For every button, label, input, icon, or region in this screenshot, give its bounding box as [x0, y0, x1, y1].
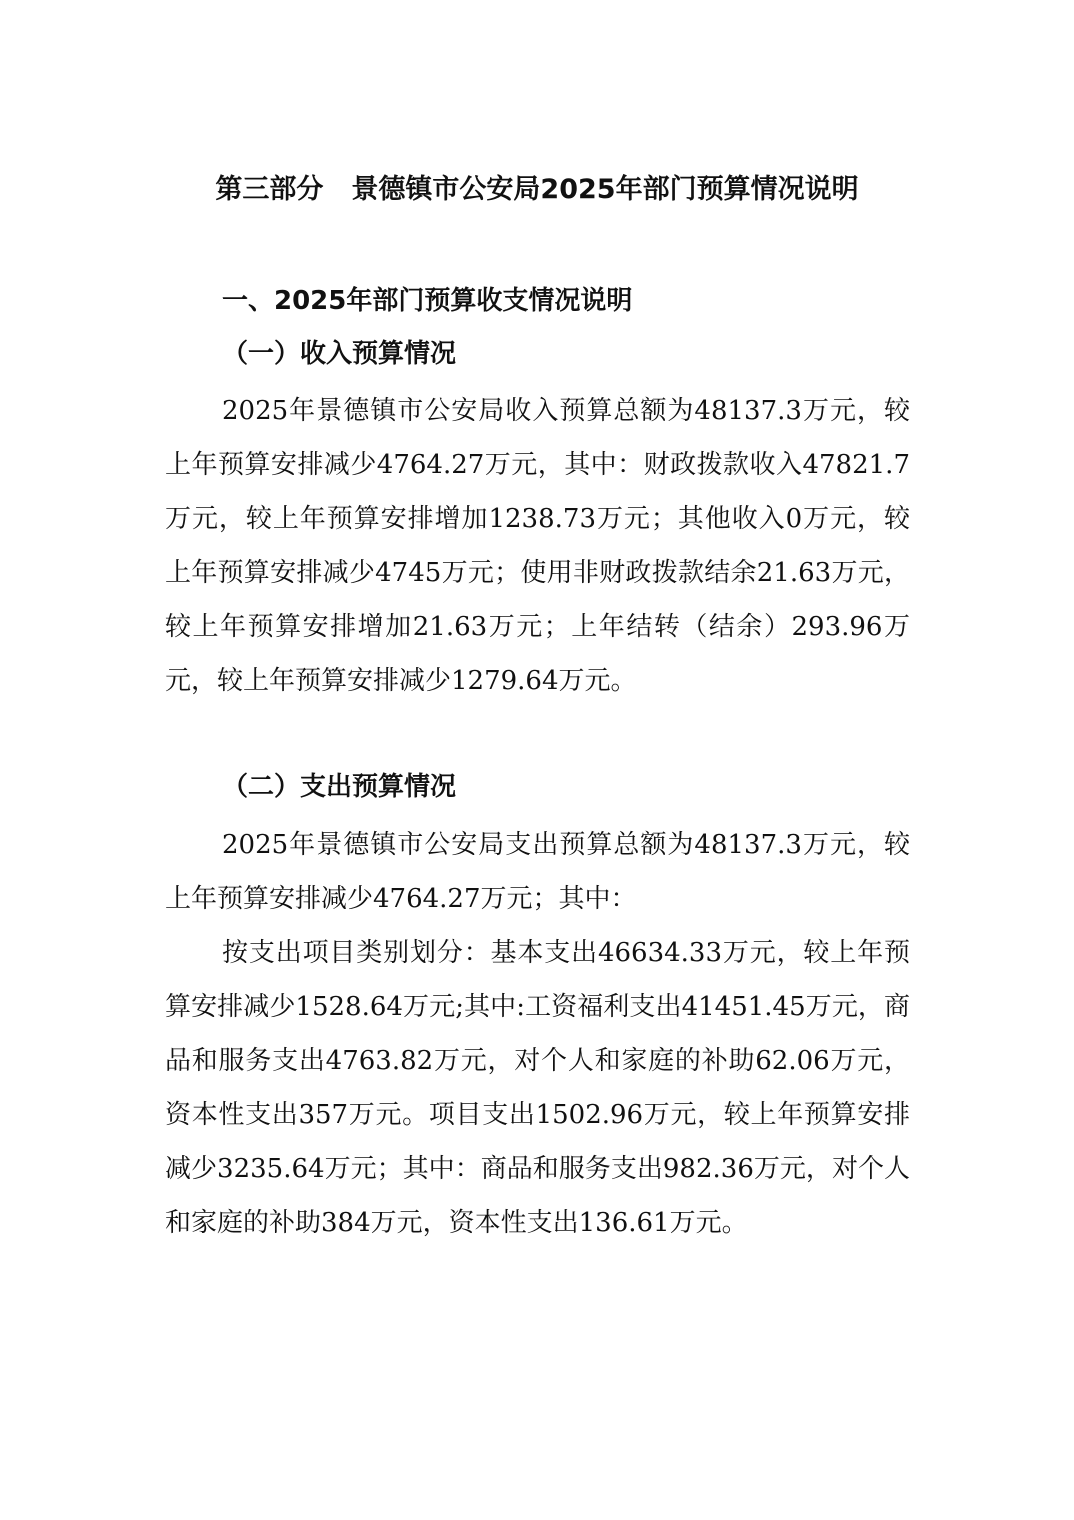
expenditure-total-paragraph: 2025年景德镇市公安局支出预算总额为48137.3万元，较上年预算安排减少4764.27万元；其中：: [165, 830, 910, 914]
expenditure-category-paragraph: 按支出项目类别划分：基本支出46634.33万元，较上年预算安排减少1528.64万元;其中:工资福利支出41451.45万元，商品和服务支出4763.82万元，对个人和家庭的补助62.06万元，资本性支出357万元。项目支出1502.96万元，较上年预算安排减少3235.64万元；其中：商品和服务支出982.36万元，对个人和家庭的补助384万元，资本性支出136.61万元。: [165, 938, 910, 1238]
title-main: 景德镇市公安局2025年部门预算情况说明: [351, 174, 859, 205]
title-part: 第三部分: [215, 174, 324, 205]
income-budget-paragraph: 2025年景德镇市公安局收入预算总额为48137.3万元，较上年预算安排减少4764.27万元，其中：财政拨款收入47821.7万元，较上年预算安排增加1238.73万元；其他收入0万元，较上年预算安排减少4745万元；使用非财政拨款结余21.63万元，较上年预算安排增加21.63万元；上年结转（结余）293.96万元，较上年预算安排减少1279.64万元。: [165, 396, 910, 696]
subsection-heading-expenditure: （二）支出预算情况: [222, 772, 457, 802]
subsection-heading-income: （一）收入预算情况: [222, 339, 457, 369]
section-heading-budget: 一、2025年部门预算收支情况说明: [222, 286, 633, 316]
document-title: [0, 168, 1074, 212]
